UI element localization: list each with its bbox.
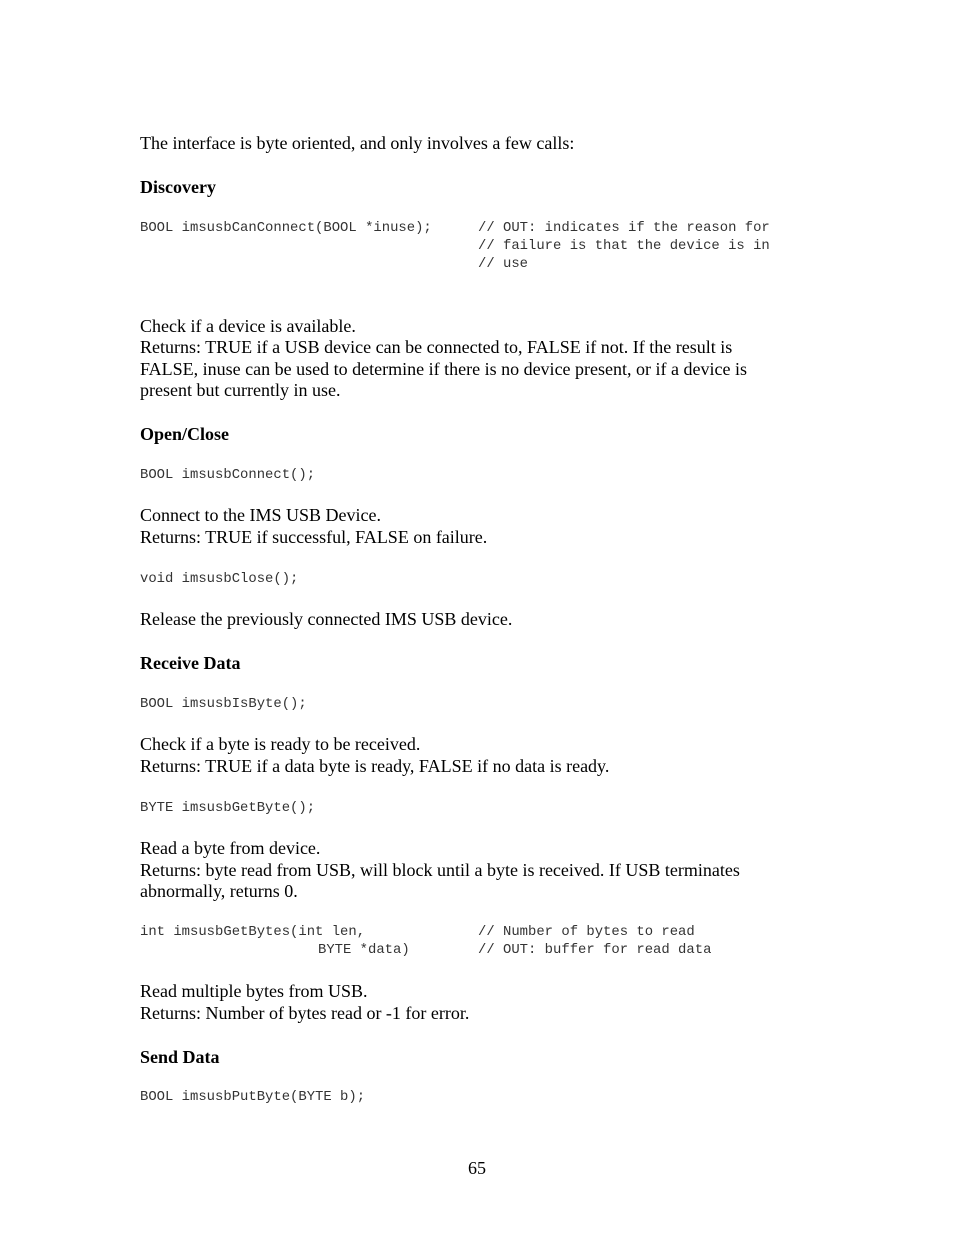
description-line: Check if a device is available. [140, 316, 356, 336]
code-put-byte: BOOL imsusbPutByte(BYTE b); [140, 1089, 366, 1105]
description-line: abnormally, returns 0. [140, 881, 298, 901]
heading-send-data: Send Data [140, 1047, 220, 1067]
code-comment: // OUT: indicates if the reason for [478, 220, 770, 236]
code-line: int imsusbGetBytes(int len, [140, 924, 366, 940]
heading-receive-data: Receive Data [140, 653, 241, 673]
code-connect: BOOL imsusbConnect(); [140, 467, 316, 483]
description-line: Release the previously connected IMS USB device. [140, 609, 513, 629]
description-line: Returns: TRUE if successful, FALSE on failure. [140, 527, 488, 547]
description-line: Read multiple bytes from USB. [140, 981, 368, 1001]
description-line: Connect to the IMS USB Device. [140, 505, 381, 525]
code-close: void imsusbClose(); [140, 571, 299, 587]
description-line: present but currently in use. [140, 380, 341, 400]
code-comment: // failure is that the device is in [478, 238, 770, 254]
heading-open-close: Open/Close [140, 424, 230, 444]
code-comment: // Number of bytes to read [478, 924, 695, 940]
code-comment: // use [478, 256, 529, 272]
heading-discovery: Discovery [140, 177, 216, 197]
code-line: BOOL imsusbCanConnect(BOOL *inuse); [140, 220, 432, 236]
description-line: Read a byte from device. [140, 838, 321, 858]
intro-text: The interface is byte oriented, and only involves a few calls: [140, 133, 575, 153]
code-line: BYTE *data) [318, 942, 410, 958]
code-comment: // OUT: buffer for read data [478, 942, 712, 958]
description-line: Returns: Number of bytes read or -1 for error. [140, 1003, 470, 1023]
code-is-byte: BOOL imsusbIsByte(); [140, 696, 307, 712]
page-number: 65 [468, 1158, 486, 1178]
description-line: Returns: byte read from USB, will block until a byte is received. If USB terminates [140, 860, 740, 880]
code-get-byte: BYTE imsusbGetByte(); [140, 800, 316, 816]
description-line: FALSE, inuse can be used to determine if there is no device present, or if a device is [140, 359, 747, 379]
description-line: Check if a byte is ready to be received. [140, 734, 421, 754]
description-line: Returns: TRUE if a data byte is ready, FALSE if no data is ready. [140, 756, 610, 776]
description-line: Returns: TRUE if a USB device can be connected to, FALSE if not. If the result is [140, 337, 733, 357]
